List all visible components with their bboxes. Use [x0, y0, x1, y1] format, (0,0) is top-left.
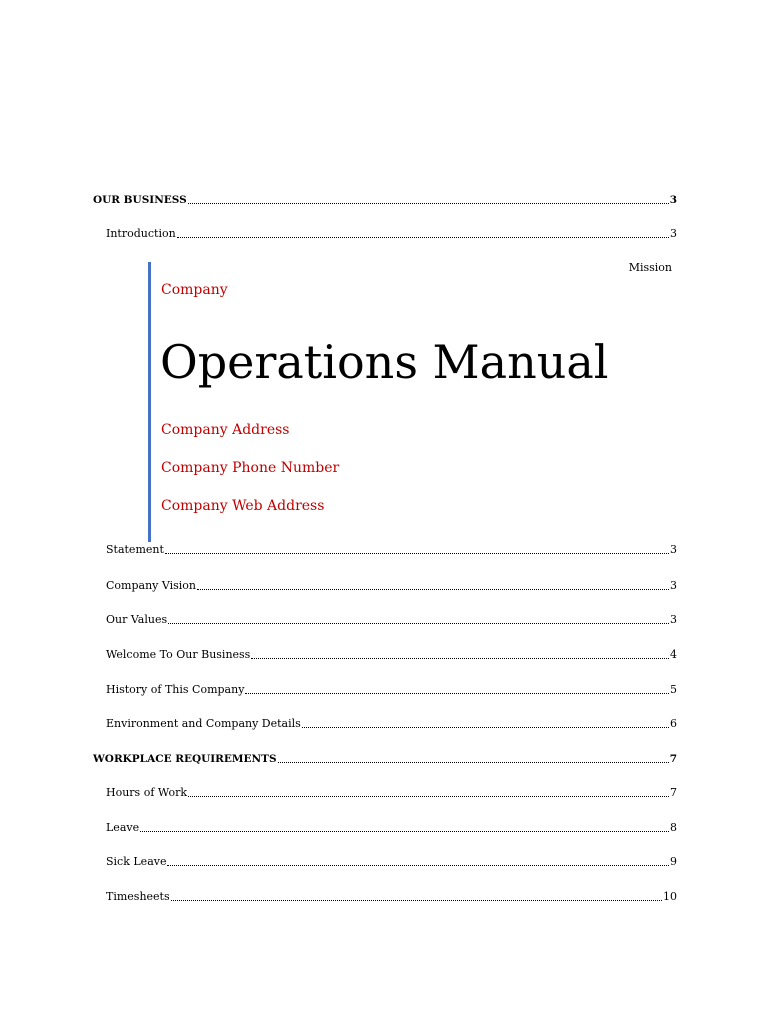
toc-entry-label: Leave	[106, 821, 140, 834]
toc-entry-label: Environment and Company Details	[106, 717, 301, 730]
toc-leader	[278, 762, 669, 763]
toc-mission-fragment: Mission	[628, 261, 672, 274]
toc-entry-timesheets[interactable]	[106, 890, 677, 904]
toc-entry-company-vision[interactable]	[106, 579, 677, 593]
toc-leader	[188, 203, 669, 204]
toc-entry-leave[interactable]	[106, 821, 677, 835]
toc-entry-label: WORKPLACE REQUIREMENTS	[93, 753, 277, 765]
toc-entry-label: Introduction	[106, 227, 176, 240]
toc-entry-statement[interactable]	[106, 543, 677, 557]
toc-entry-sick-leave[interactable]	[106, 855, 677, 869]
toc-entry-page: 3	[670, 543, 677, 556]
toc-entry-label: Sick Leave	[106, 855, 167, 868]
toc-leader	[140, 831, 669, 832]
toc-entry-label: Welcome To Our Business	[106, 648, 251, 661]
cover-company-web: Company Web Address	[161, 498, 325, 514]
toc-entry-page: 5	[670, 683, 677, 696]
toc-leader	[177, 237, 669, 238]
toc-leader	[171, 900, 662, 901]
toc-entry-page: 6	[670, 717, 677, 730]
cover-block	[148, 262, 668, 542]
toc-entry-page: 7	[670, 786, 677, 799]
toc-entry-environment[interactable]	[106, 717, 677, 731]
toc-leader	[168, 623, 669, 624]
toc-entry-page: 10	[663, 890, 677, 903]
toc-entry-welcome[interactable]	[106, 648, 677, 662]
toc-entry-our-values[interactable]	[106, 613, 677, 627]
toc-entry-history[interactable]	[106, 683, 677, 697]
toc-entry-label: Timesheets	[106, 890, 170, 903]
toc-entry-label: Our Values	[106, 613, 168, 626]
toc-leader	[167, 865, 669, 866]
toc-entry-workplace-requirements[interactable]	[93, 752, 677, 766]
toc-entry-introduction[interactable]	[106, 227, 677, 241]
toc-leader	[165, 553, 669, 554]
toc-leader	[197, 589, 669, 590]
toc-entry-page: 9	[670, 855, 677, 868]
toc-leader	[245, 693, 669, 694]
toc-entry-page: 3	[669, 194, 677, 206]
toc-leader	[302, 727, 669, 728]
toc-entry-label: Hours of Work	[106, 786, 187, 799]
toc-entry-page: 4	[670, 648, 677, 661]
toc-entry-page: 7	[669, 753, 677, 765]
cover-title: Operations Manual	[160, 335, 609, 389]
toc-entry-label: Company Vision	[106, 579, 197, 592]
toc-entry-label: History of This Company	[106, 683, 245, 696]
toc-entry-label: Statement	[106, 543, 164, 556]
toc-entry-page: 8	[670, 821, 677, 834]
toc-entry-label: OUR BUSINESS	[93, 194, 187, 206]
toc-leader	[251, 658, 669, 659]
toc-entry-page: 3	[670, 613, 677, 626]
toc-entry-page: 3	[670, 227, 677, 240]
cover-company-name: Company	[161, 282, 228, 298]
toc-entry-hours-of-work[interactable]	[106, 786, 677, 800]
toc-entry-page: 3	[670, 579, 677, 592]
cover-company-address: Company Address	[161, 422, 290, 438]
cover-company-phone: Company Phone Number	[161, 460, 340, 476]
toc-leader	[188, 796, 669, 797]
toc-entry-our-business[interactable]	[93, 193, 677, 207]
